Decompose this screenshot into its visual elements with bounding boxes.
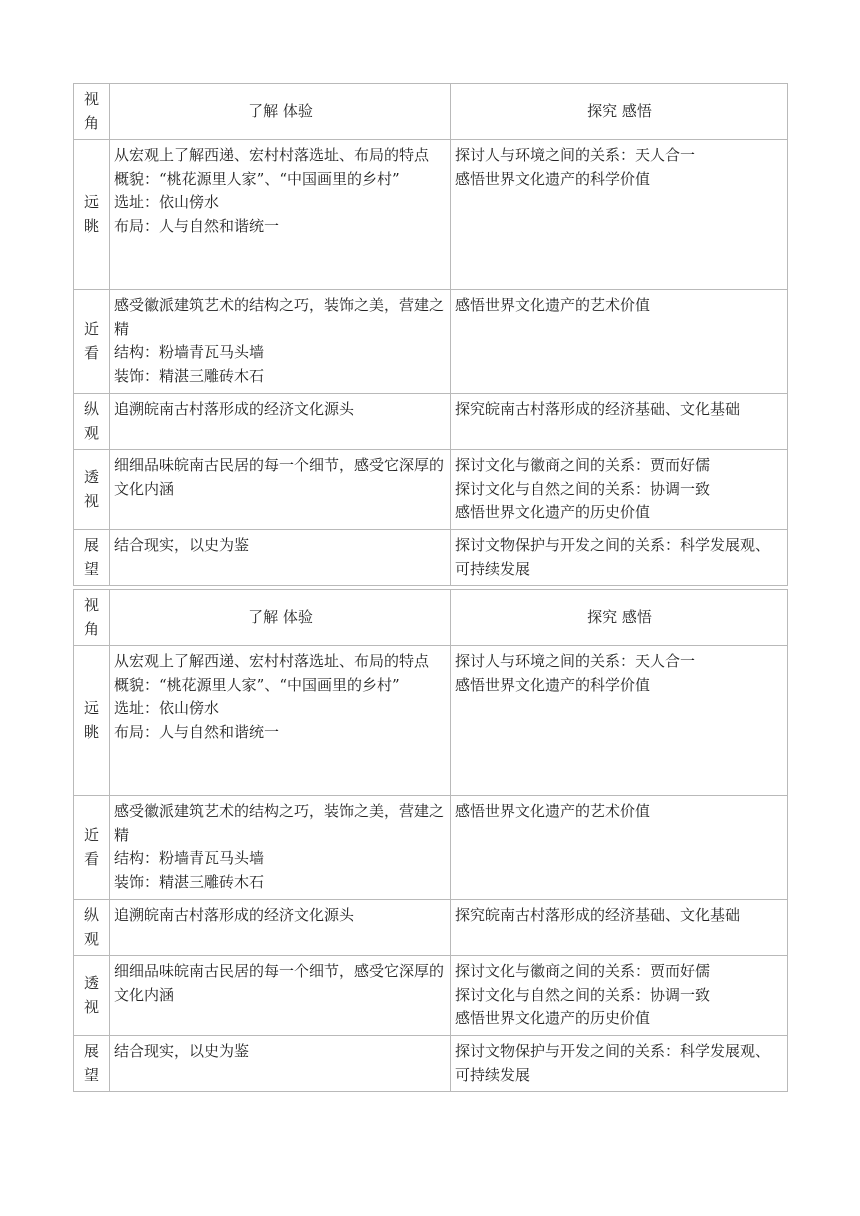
cell-line: 细细品味皖南古民居的每一个细节，感受它深厚的文化内涵: [114, 456, 445, 498]
header-explore-perceive: 探究 感悟: [451, 590, 788, 646]
understand-cell: [110, 530, 451, 586]
cell-line: 选址：依山傍水: [114, 699, 220, 717]
cell-line: 结构：粉墙青瓦马头墙: [114, 343, 265, 361]
view-char: 纵: [83, 400, 99, 418]
cell-line: 探讨文化与自然之间的关系：协调一致: [455, 985, 711, 1004]
view-char: 视: [83, 997, 99, 1016]
view-char: 望: [83, 1065, 99, 1084]
cell-line: 感受徽派建筑艺术的结构之巧，装饰之美，营建之精: [114, 296, 445, 338]
header-understand-experience: 了解 体验: [110, 590, 451, 646]
explore-cell: [451, 956, 788, 1036]
cell-line: 装饰：精湛三雕砖木石: [114, 366, 265, 385]
cell-line: 感悟世界文化遗产的历史价值: [455, 1009, 651, 1027]
cell-line: 探究皖南古村落形成的经济基础、文化基础: [455, 400, 741, 418]
cell-line: 探讨文化与徽商之间的关系：贾而好儒: [455, 456, 711, 474]
cell-line: 概貌：“桃花源里人家”、“中国画里的乡村”: [114, 675, 400, 694]
view-cell: [74, 796, 110, 900]
understand-cell: [110, 900, 451, 956]
cell-line: 概貌：“桃花源里人家”、“中国画里的乡村”: [114, 169, 400, 188]
understand-cell: [110, 290, 451, 394]
table-row: [74, 796, 788, 900]
explore-cell: [451, 450, 788, 530]
understand-cell: [110, 394, 451, 450]
cell-line: 布局：人与自然和谐统一: [114, 216, 280, 235]
cell-line: 探讨文物保护与开发之间的关系：科学发展观、可持续发展: [455, 1042, 771, 1084]
explore-cell: [451, 140, 788, 290]
cell-line: 结合现实，以史为鉴: [114, 1042, 250, 1060]
cell-line: 布局：人与自然和谐统一: [114, 722, 280, 741]
view-cell: [74, 530, 110, 586]
cell-line: 从宏观上了解西递、宏村村落选址、布局的特点: [114, 652, 430, 670]
header-view-cell: [74, 590, 110, 646]
header-view-cell: [74, 84, 110, 140]
cell-line: 从宏观上了解西递、宏村村落选址、布局的特点: [114, 146, 430, 164]
view-cell: [74, 956, 110, 1036]
view-cell: [74, 1036, 110, 1092]
cell-line: 感受徽派建筑艺术的结构之巧，装饰之美，营建之精: [114, 802, 445, 844]
view-char: 观: [83, 929, 99, 948]
cell-line: 感悟世界文化遗产的艺术价值: [455, 296, 651, 314]
table-row: [74, 140, 788, 290]
understand-cell: [110, 450, 451, 530]
understand-cell: [110, 1036, 451, 1092]
view-char: 近: [83, 320, 99, 338]
table-header-row: [74, 590, 788, 646]
understand-cell: [110, 140, 451, 290]
cell-line: 装饰：精湛三雕砖木石: [114, 872, 265, 891]
cell-line: 探讨人与环境之间的关系：天人合一: [455, 652, 696, 670]
explore-cell: [451, 900, 788, 956]
table-row: [74, 450, 788, 530]
cell-line: 结合现实，以史为鉴: [114, 536, 250, 554]
table-row: [74, 646, 788, 796]
explore-cell: [451, 530, 788, 586]
view-char: 视: [83, 491, 99, 510]
table-row: [74, 530, 788, 586]
table-row: [74, 900, 788, 956]
perspective-table-1: [73, 83, 788, 586]
cell-line: 结构：粉墙青瓦马头墙: [114, 849, 265, 867]
view-cell: [74, 450, 110, 530]
view-char: 展: [83, 1042, 99, 1060]
explore-cell: [451, 796, 788, 900]
understand-cell: [110, 646, 451, 796]
explore-cell: [451, 394, 788, 450]
table-header-row: [74, 84, 788, 140]
cell-line: 感悟世界文化遗产的科学价值: [455, 675, 651, 694]
view-char: 望: [83, 559, 99, 578]
explore-cell: [451, 1036, 788, 1092]
cell-line: 感悟世界文化遗产的历史价值: [455, 503, 651, 521]
table-row: [74, 956, 788, 1036]
view-char: 近: [83, 826, 99, 844]
view-char: 远: [83, 193, 99, 211]
header-view-char: 角: [83, 113, 99, 132]
view-cell: [74, 900, 110, 956]
cell-line: 细细品味皖南古民居的每一个细节，感受它深厚的文化内涵: [114, 962, 445, 1004]
cell-line: 追溯皖南古村落形成的经济文化源头: [114, 400, 355, 418]
header-view-char: 角: [83, 619, 99, 638]
cell-line: 感悟世界文化遗产的艺术价值: [455, 802, 651, 820]
view-char: 眺: [83, 216, 99, 235]
view-char: 远: [83, 699, 99, 717]
view-char: 眺: [83, 722, 99, 741]
table-row: [74, 290, 788, 394]
header-view-char: 视: [83, 596, 99, 614]
cell-line: 选址：依山傍水: [114, 193, 220, 211]
view-char: 透: [83, 468, 99, 486]
cell-line: 探究皖南古村落形成的经济基础、文化基础: [455, 906, 741, 924]
cell-line: 探讨文化与自然之间的关系：协调一致: [455, 479, 711, 498]
view-cell: [74, 646, 110, 796]
perspective-table-2: [73, 589, 788, 1092]
view-cell: [74, 394, 110, 450]
table-row: [74, 1036, 788, 1092]
header-view-char: 视: [83, 90, 99, 108]
header-explore-perceive: 探究 感悟: [451, 84, 788, 140]
view-char: 纵: [83, 906, 99, 924]
view-char: 展: [83, 536, 99, 554]
cell-line: 感悟世界文化遗产的科学价值: [455, 169, 651, 188]
explore-cell: [451, 646, 788, 796]
cell-line: 探讨人与环境之间的关系：天人合一: [455, 146, 696, 164]
view-char: 观: [83, 423, 99, 442]
explore-cell: [451, 290, 788, 394]
table-row: [74, 394, 788, 450]
understand-cell: [110, 956, 451, 1036]
understand-cell: [110, 796, 451, 900]
view-char: 看: [83, 343, 99, 362]
view-cell: [74, 290, 110, 394]
view-cell: [74, 140, 110, 290]
cell-line: 追溯皖南古村落形成的经济文化源头: [114, 906, 355, 924]
view-char: 透: [83, 974, 99, 992]
cell-line: 探讨文物保护与开发之间的关系：科学发展观、可持续发展: [455, 536, 771, 578]
view-char: 看: [83, 849, 99, 868]
cell-line: 探讨文化与徽商之间的关系：贾而好儒: [455, 962, 711, 980]
header-understand-experience: 了解 体验: [110, 84, 451, 140]
